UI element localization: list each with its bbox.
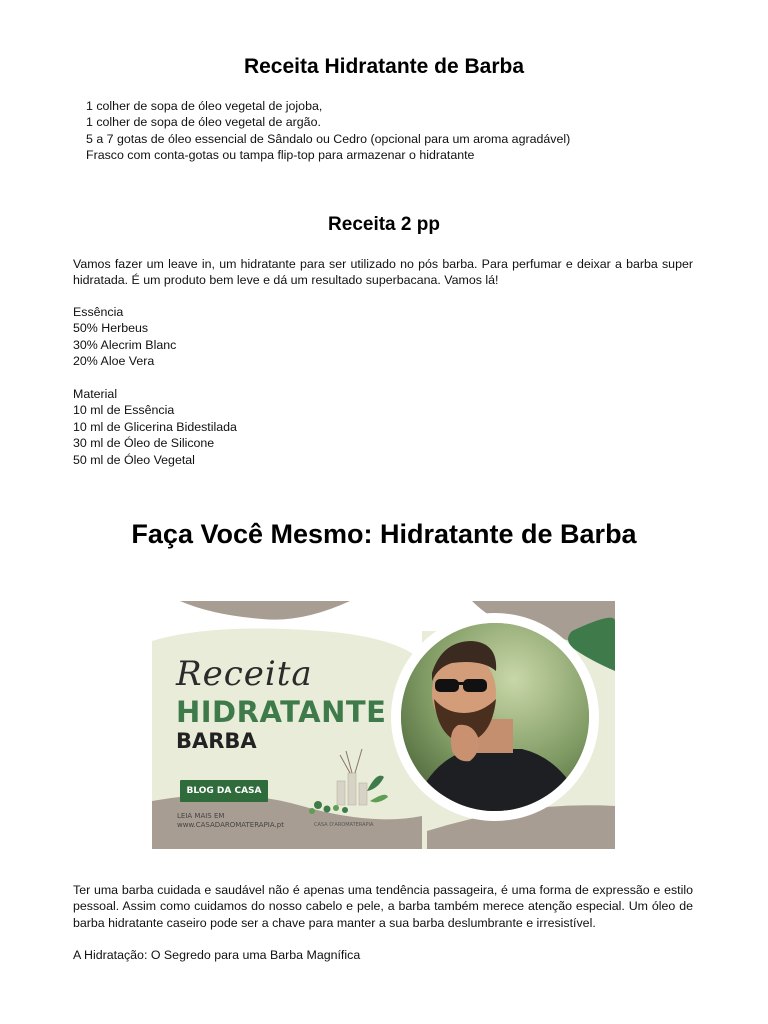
banner-sub-word: BARBA	[176, 729, 257, 753]
article-paragraph: Ter uma barba cuidada e saudável não é apenas uma tendência passageira, é uma forma de expressão e estilo pessoal. Assim como cuidamos do nosso cabelo e pele, a barba também merece atenção especial. Um óleo de barba hidratante caseiro pode ser a chave para manter a sua barba deslumbrante e irresistível.	[73, 883, 693, 930]
banner-read-more	[177, 812, 284, 830]
material-item: 10 ml de Glicerina Bidestilada	[73, 419, 237, 434]
ingredient-item: 1 colher de sopa de óleo vegetal de argão.	[86, 115, 321, 130]
material-list	[73, 386, 237, 468]
ingredient-item: Frasco com conta-gotas ou tampa flip-top para armazenar o hidratante	[86, 148, 475, 163]
recipe-banner-image	[152, 601, 615, 849]
recipe-1-ingredient-list	[86, 98, 570, 164]
essence-item: 20% Aloe Vera	[73, 354, 155, 369]
essence-heading: Essência	[73, 305, 124, 319]
essence-item: 50% Herbeus	[73, 321, 149, 336]
banner-brand: CASA D'AROMATERAPIA	[314, 822, 374, 828]
banner-url: www.CASADAROMATERAPIA.pt	[177, 821, 284, 829]
material-item: 30 ml de Óleo de Silicone	[73, 436, 215, 451]
essence-list	[73, 304, 176, 370]
diy-title: Faça Você Mesmo: Hidratante de Barba	[131, 519, 637, 549]
ingredient-item: 1 colher de sopa de óleo vegetal de jojoba,	[86, 99, 323, 113]
material-item: 50 ml de Óleo Vegetal	[73, 452, 195, 467]
blog-button: BLOG DA CASA	[180, 780, 268, 802]
essence-item: 30% Alecrim Blanc	[73, 337, 177, 352]
article-subheading: A Hidratação: O Segredo para uma Barba Magnífica	[73, 948, 361, 962]
recipe-2-title: Receita 2 pp	[328, 214, 440, 235]
banner-script-word: Receita	[176, 654, 313, 694]
ingredient-item: 5 a 7 gotas de óleo essencial de Sândalo ou Cedro (opcional para um aroma agradável)	[86, 131, 571, 146]
recipe-1-title: Receita Hidratante de Barba	[243, 55, 525, 78]
banner-main-word: HIDRATANTE	[176, 695, 387, 729]
material-heading: Material	[73, 387, 118, 401]
read-more-label: LEIA MAIS EM	[177, 812, 225, 820]
recipe-2-intro: Vamos fazer um leave in, um hidratante para ser utilizado no pós barba. Para perfumar e deixar a barba super hidratada. É um produto bem leve e dá um resultado superbacana. Vamos lá!	[73, 257, 693, 288]
material-item: 10 ml de Essência	[73, 403, 175, 418]
